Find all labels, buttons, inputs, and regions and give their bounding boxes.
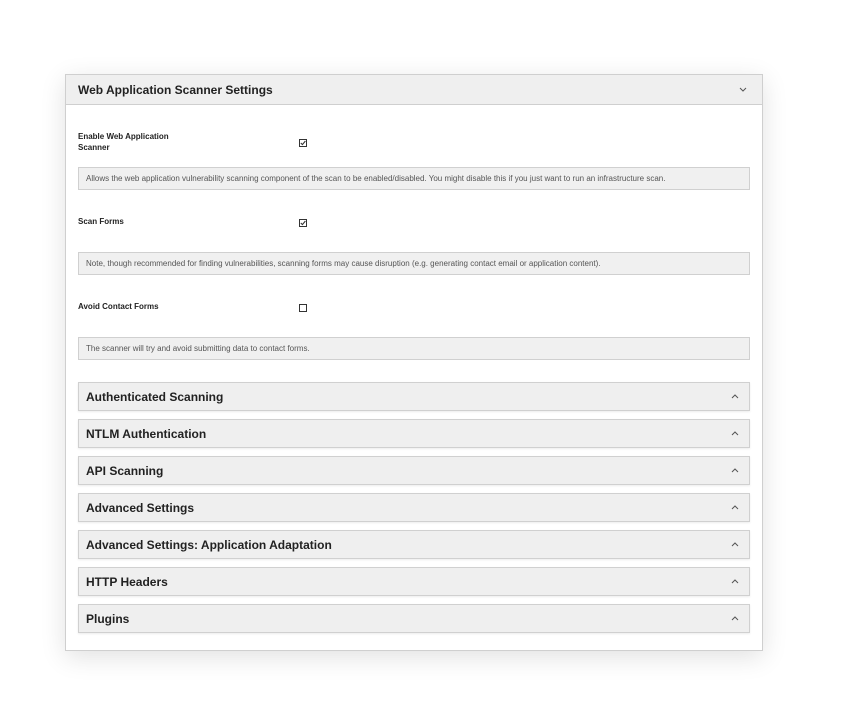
section-plugins[interactable] <box>78 604 750 633</box>
section-api-scanning[interactable] <box>78 456 750 485</box>
chevron-down-icon[interactable] <box>736 83 750 97</box>
section-http-headers[interactable] <box>78 567 750 596</box>
section-ntlm-authentication[interactable] <box>78 419 750 448</box>
chevron-up-icon[interactable] <box>728 575 742 589</box>
setting-description: Allows the web application vulnerability scanning component of the scan to be enabled/disabled. You might disable this if you just want to run an infrastructure scan. <box>78 167 750 190</box>
setting-enable-web-app-scanner <box>78 131 750 167</box>
chevron-up-icon[interactable] <box>728 390 742 404</box>
section-advanced-settings[interactable] <box>78 493 750 522</box>
section-label: Advanced Settings: Application Adaptation <box>86 537 332 552</box>
section-label: NTLM Authentication <box>86 426 207 441</box>
chevron-up-icon[interactable] <box>728 501 742 515</box>
section-authenticated-scanning[interactable] <box>78 382 750 411</box>
section-label: Plugins <box>86 611 130 626</box>
panel-header[interactable] <box>66 75 762 105</box>
setting-label: Avoid Contact Forms <box>78 302 159 311</box>
setting-description: Note, though recommended for finding vulnerabilities, scanning forms may cause disruption (e.g. generating contact email or application content). <box>78 252 750 275</box>
collapsible-sections <box>78 382 750 633</box>
section-label: API Scanning <box>86 463 164 478</box>
avoid-contact-forms-checkbox[interactable] <box>299 304 307 312</box>
panel-body <box>66 131 762 633</box>
panel-title: Web Application Scanner Settings <box>78 82 273 97</box>
enable-web-app-scanner-checkbox[interactable] <box>299 139 307 147</box>
section-advanced-settings-application-adaptation[interactable] <box>78 530 750 559</box>
chevron-up-icon[interactable] <box>728 464 742 478</box>
section-label: HTTP Headers <box>86 574 168 589</box>
setting-scan-forms <box>78 216 750 252</box>
web-app-scanner-settings-panel <box>65 74 763 651</box>
setting-label: Enable Web Application Scanner <box>78 132 169 152</box>
setting-description: The scanner will try and avoid submitting data to contact forms. <box>78 337 750 360</box>
setting-avoid-contact-forms <box>78 301 750 337</box>
section-label: Authenticated Scanning <box>86 389 224 404</box>
chevron-up-icon[interactable] <box>728 427 742 441</box>
chevron-up-icon[interactable] <box>728 612 742 626</box>
chevron-up-icon[interactable] <box>728 538 742 552</box>
scan-forms-checkbox[interactable] <box>299 219 307 227</box>
section-label: Advanced Settings <box>86 500 195 515</box>
setting-label: Scan Forms <box>78 217 124 226</box>
